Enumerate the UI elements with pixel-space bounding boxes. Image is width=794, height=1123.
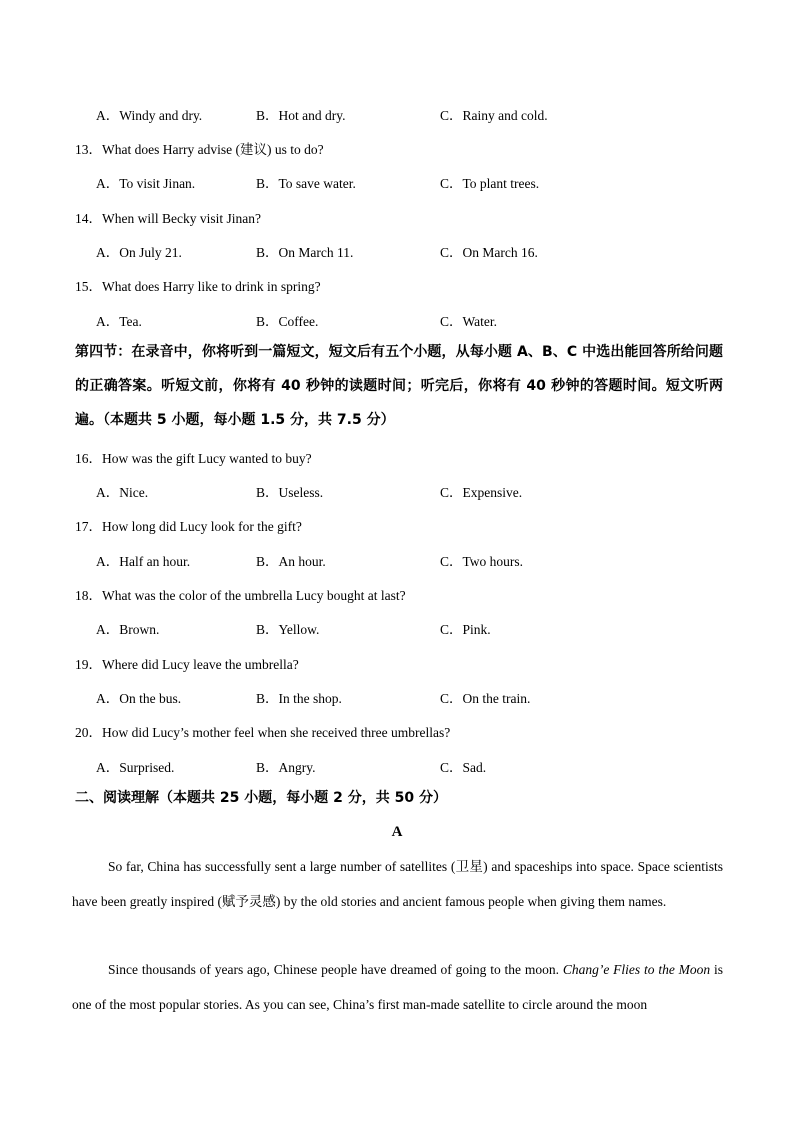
q15-options [96,310,736,330]
passage-a-paragraph-2-end: is one of the most popular stories. As you can see, China’s first man-made satellite to circle around the moon [72,962,723,1012]
section4-heading: 第四节：在录音中，你将听到一篇短文，短文后有五个小题，从每小题 A、B、C 中选出能回答所给问题的正确答案。听短文前，你将有 40 秒钟的读题时间；听完后，你将有 40 秒钟的答题时间。短文听两遍。（本题共 5 小题，每小题 1.5 分，共 7.5 分） [75,344,723,428]
q17-question: 17．How long did Lucy look for the gift? [75,519,302,534]
q18-option-a: A．Brown. [96,622,160,637]
q20-option-c: C．Sad. [440,760,487,775]
q17-option-b: B．An hour. [256,554,326,569]
q13-option-c: C．To plant trees. [440,176,540,191]
q15-option-b: B．Coffee. [256,314,319,329]
q17-options [96,550,736,570]
q12-options [96,104,736,124]
q19-option-c: C．On the train. [440,691,531,706]
q12-option-b: B．Hot and dry. [256,108,346,123]
q16-option-b: B．Useless. [256,485,324,500]
q17-option-a: A．Half an hour. [96,554,191,569]
q20-options [96,756,736,776]
q12-option-a: A．Windy and dry. [96,108,203,123]
q20-option-a: A．Surprised. [96,760,175,775]
q14-question: 14．When will Becky visit Jinan? [75,211,261,226]
q16-option-a: A．Nice. [96,485,149,500]
q13-question: 13．What does Harry advise (建议) us to do? [75,142,324,157]
q14-options [96,241,736,261]
q16-question: 16．How was the gift Lucy wanted to buy? [75,451,312,466]
q20-question: 20．How did Lucy’s mother feel when she received three umbrellas? [75,725,451,740]
q14-option-c: C．On March 16. [440,245,538,260]
q19-option-b: B．In the shop. [256,691,342,706]
q15-option-c: C．Water. [440,314,498,329]
q18-question: 18．What was the color of the umbrella Lucy bought at last? [75,588,406,603]
q13-option-a: A．To visit Jinan. [96,176,196,191]
passage-a-paragraph-2-start: Since thousands of years ago, Chinese people have dreamed of going to the moon. [108,962,563,977]
story-title: Chang’e Flies to the Moon [562,962,711,977]
q19-options [96,687,736,707]
q13-option-b: B．To save water. [256,176,356,191]
q17-option-c: C．Two hours. [440,554,524,569]
passage-a-paragraph-1: So far, China has successfully sent a large number of satellites (卫星) and spaceships into space. Space scientists have been greatly inspired (赋予灵感) by the old stories and ancient famous people when giving them names. [72,859,723,909]
q18-option-b: B．Yellow. [256,622,320,637]
q18-options [96,618,736,638]
q14-option-a: A．On July 21. [96,245,182,260]
q18-option-c: C．Pink. [440,622,491,637]
q13-options [96,172,736,192]
q16-option-c: C．Expensive. [440,485,523,500]
q16-options [96,481,736,501]
reading-heading: 二、阅读理解（本题共 25 小题，每小题 2 分，共 50 分） [75,790,447,806]
q14-option-b: B．On March 11. [256,245,354,260]
q20-option-b: B．Angry. [256,760,316,775]
q19-question: 19．Where did Lucy leave the umbrella? [75,657,299,672]
passage-a-title: A [391,824,403,840]
q15-question: 15．What does Harry like to drink in spring? [75,279,321,294]
q15-option-a: A．Tea. [96,314,142,329]
q19-option-a: A．On the bus. [96,691,182,706]
passage-a-paragraph-2 [72,953,723,1022]
q12-option-c: C．Rainy and cold. [440,108,548,123]
